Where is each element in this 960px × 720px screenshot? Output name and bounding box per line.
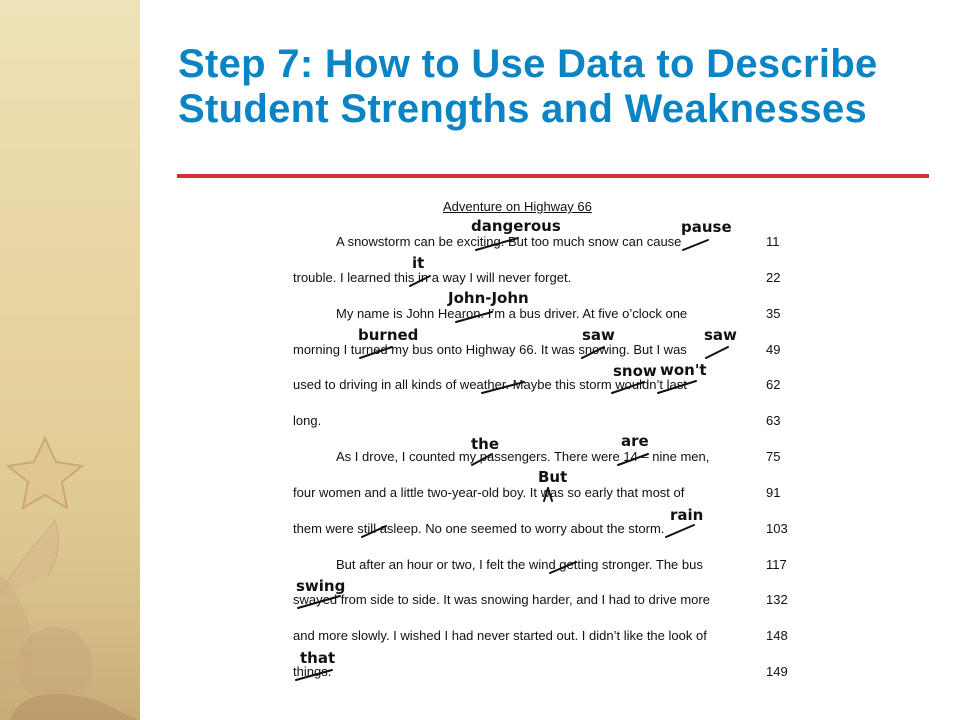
- scanned-passage: [286, 192, 798, 687]
- correction-john-john: John-John: [448, 289, 529, 307]
- passage-line-7: As I drove, I counted my passengers. There were 14 – nine men,: [336, 449, 710, 464]
- word-count-10: 117: [766, 557, 787, 572]
- correction-saw-2: saw: [704, 326, 737, 344]
- correction-swing: swing: [296, 577, 346, 595]
- correction-it: it: [412, 254, 425, 272]
- passage-line-12: and more slowly. I wished I had never started out. I didn’t like the look of: [293, 628, 707, 643]
- passage-line-8: four women and a little two-year-old boy. It was so early that most of: [293, 485, 685, 500]
- word-count-9: 103: [766, 521, 788, 536]
- word-count-5: 62: [766, 377, 781, 392]
- word-count-1: 11: [766, 234, 780, 249]
- correction-rain: rain: [670, 506, 704, 524]
- passage-line-9: them were still asleep. No one seemed to worry about the storm.: [293, 521, 665, 536]
- correction-but: But: [538, 468, 568, 486]
- word-count-12: 148: [766, 628, 788, 643]
- correction-that: that: [300, 649, 336, 667]
- decorative-sidebar: [0, 0, 140, 720]
- correction-snow: snow: [613, 362, 657, 380]
- teacher-markings: [286, 192, 798, 687]
- passage-line-2: trouble. I learned this in a way I will never forget.: [293, 270, 572, 285]
- word-count-13: 149: [766, 664, 788, 679]
- passage-line-5: used to driving in all kinds of weather. Maybe this storm wouldn’t last: [293, 377, 687, 392]
- page-title: Step 7: How to Use Data to Describe Student Strengths and Weaknesses: [178, 42, 878, 131]
- correction-wont: won't: [660, 361, 707, 379]
- word-count-11: 132: [766, 592, 788, 607]
- title-divider: [177, 174, 929, 178]
- passage-line-6: long.: [293, 413, 322, 428]
- passage-line-10: But after an hour or two, I felt the wind getting stronger. The bus: [336, 557, 703, 572]
- word-count-6: 63: [766, 413, 781, 428]
- word-count-8: 91: [766, 485, 781, 500]
- passage-line-11: swayed from side to side. It was snowing harder, and I had to drive more: [293, 592, 710, 607]
- correction-pause: pause: [681, 218, 732, 236]
- passage-line-13: things.: [293, 664, 332, 679]
- star-child-illustration: [0, 0, 140, 720]
- passage-line-3: My name is John Hearon. I’m a bus driver. At five o’clock one: [336, 306, 688, 321]
- word-count-7: 75: [766, 449, 781, 464]
- passage-title: Adventure on Highway 66: [443, 199, 592, 214]
- word-count-4: 49: [766, 342, 781, 357]
- correction-saw-1: saw: [582, 326, 615, 344]
- passage-line-4: morning I turned my bus onto Highway 66. It was snowing. But I was: [293, 342, 687, 357]
- word-count-2: 22: [766, 270, 781, 285]
- correction-burned: burned: [358, 326, 419, 344]
- correction-dangerous: dangerous: [471, 217, 561, 235]
- correction-the: the: [471, 435, 500, 453]
- passage-line-1: A snowstorm can be exciting. But too much snow can cause: [336, 234, 682, 249]
- word-count-3: 35: [766, 306, 781, 321]
- correction-are: are: [621, 432, 649, 450]
